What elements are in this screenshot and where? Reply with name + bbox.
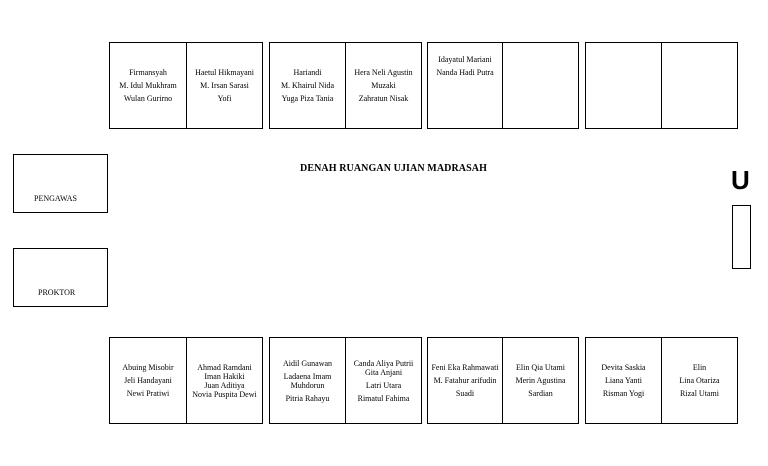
student-name: Latri Utara (365, 380, 402, 390)
student-name: Elin Qia Utami (516, 363, 565, 372)
top-desk-3 (427, 42, 579, 129)
proktor-box (13, 248, 108, 307)
top-desk-1 (109, 42, 263, 129)
student-name: Risman Yogi (602, 389, 645, 398)
seat-top-4-right (662, 42, 738, 129)
student-name: Muzaki (371, 81, 396, 90)
student-name: Wulan Gurirno (123, 94, 173, 103)
student-name: Lina Otariza (679, 376, 720, 385)
seat-bottom-2-left (269, 337, 346, 424)
student-name: Hera Neli Agustin (354, 68, 413, 77)
seat-top-2-left (269, 42, 346, 129)
student-name: Rimatul Fahima (357, 393, 410, 403)
student-name: Firmansyah (129, 68, 167, 77)
student-name: Elin (692, 363, 707, 372)
student-name: Zahratun Nisak (358, 94, 409, 103)
student-name: Hariandi (293, 68, 322, 77)
seat-top-2-right (346, 42, 422, 129)
seat-top-3-left (427, 42, 503, 129)
student-name: Sardian (528, 389, 553, 398)
student-name: Feni Eka Rahmawati (431, 363, 499, 372)
seat-bottom-4-left (585, 337, 662, 424)
seat-top-1-right (187, 42, 263, 129)
student-name: Idayatul Mariani (438, 55, 492, 64)
student-name: Aidil Gunawan (282, 358, 333, 368)
seat-top-4-left (585, 42, 662, 129)
student-name: Abuing Misobir (122, 363, 174, 372)
bottom-desk-1 (109, 337, 263, 424)
student-name: M. Fatahur arifudin (433, 376, 497, 385)
seat-bottom-1-left (109, 337, 187, 424)
student-name: Ladaena Imam Muhdorun (283, 371, 332, 390)
seat-bottom-1-right (187, 337, 263, 424)
proktor-label: PROKTOR (38, 288, 76, 297)
student-name: Jeli Handayani (124, 376, 172, 385)
student-name: Pitria Rahayu (285, 393, 330, 403)
student-name: Iman Hakiki (204, 371, 245, 381)
student-name: Juan Aditiya (204, 380, 245, 390)
page-title: DENAH RUANGAN UJIAN MADRASAH (300, 163, 487, 174)
student-name: Merin Agustina (515, 376, 566, 385)
student-name: Canda Aliya Putrii Gita Anjani (353, 358, 414, 377)
seat-bottom-2-right (346, 337, 422, 424)
student-name: M. Khairul Nida (280, 81, 335, 90)
student-name: Liana Yanti (605, 376, 642, 385)
student-name: Haetul Hikmayani (195, 68, 254, 77)
student-name: Yofi (217, 94, 232, 103)
top-desk-4 (585, 42, 738, 129)
student-name: Yuga Piza Tania (281, 94, 334, 103)
seat-bottom-3-right (503, 337, 579, 424)
door-label: U (731, 165, 750, 195)
student-name: Novia Puspita Dewi (192, 389, 257, 399)
bottom-desk-3 (427, 337, 579, 424)
seat-bottom-3-left (427, 337, 503, 424)
pengawas-label: PENGAWAS (34, 194, 77, 203)
student-name: Suadi (455, 389, 475, 398)
bottom-desk-4 (585, 337, 738, 424)
student-name: Devita Saskia (601, 363, 646, 372)
seat-top-3-right (503, 42, 579, 129)
bottom-desk-2 (269, 337, 422, 424)
student-name: Rizal Utami (680, 389, 719, 398)
student-name: M. Irsan Sarasi (200, 81, 249, 90)
student-name: M. Idul Mukhram (119, 81, 177, 90)
door (732, 205, 751, 269)
pengawas-box (13, 154, 108, 213)
seat-bottom-4-right (662, 337, 738, 424)
student-name: Nanda Hadi Putra (436, 68, 494, 77)
student-name: Newi Pratiwi (126, 389, 170, 398)
student-name: Ahmad Ramdani (197, 362, 252, 372)
seat-top-1-left (109, 42, 187, 129)
top-desk-2 (269, 42, 422, 129)
